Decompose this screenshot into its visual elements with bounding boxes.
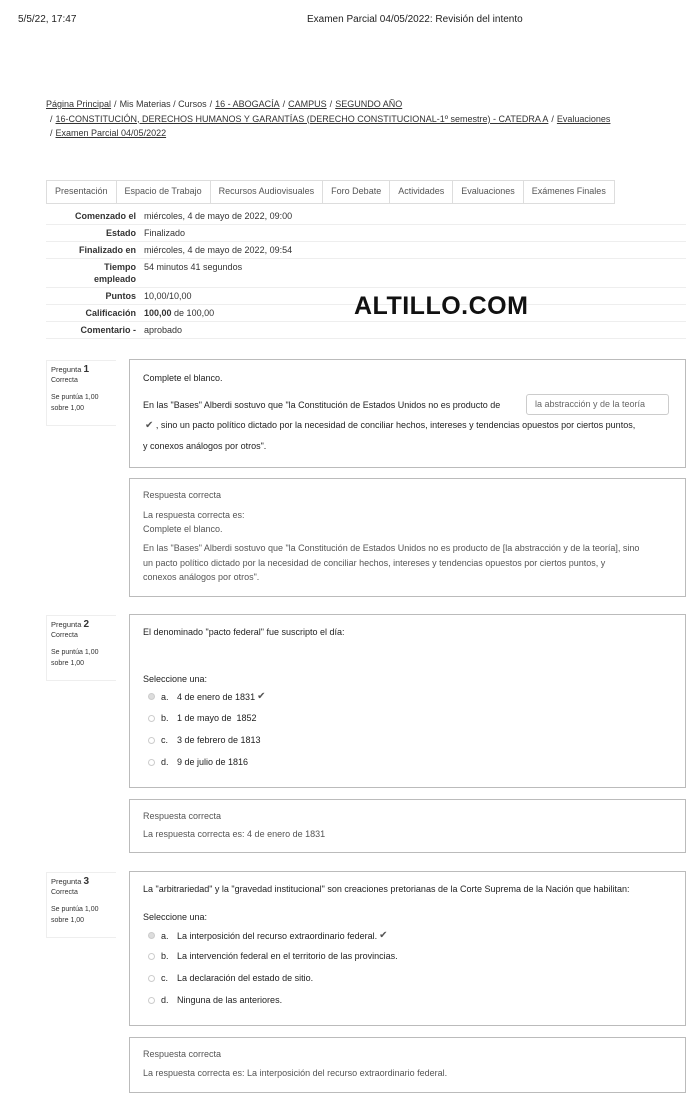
breadcrumb-exam[interactable]: Examen Parcial 04/05/2022	[55, 128, 167, 138]
question-text-line: y conexos análogos por otros".	[143, 441, 267, 451]
summary-value: miércoles, 4 de mayo de 2022, 09:00	[140, 208, 686, 225]
grade-total: de 100,00	[174, 308, 215, 318]
check-icon: ✔	[257, 691, 266, 702]
feedback-line: En las "Bases" Alberdi sostuvo que "la Constitución de Estados Unidos no es producto de [la abstracción y de la teoría], sino	[143, 543, 640, 553]
summary-label	[46, 259, 140, 288]
breadcrumb-course[interactable]: 16-CONSTITUCIÓN, DERECHOS HUMANOS Y GARANTÍAS (DERECHO CONSTITUCIONAL-1º semestre) - CATEDRA A	[55, 113, 549, 124]
feedback-line: La respuesta correcta es:	[143, 510, 245, 520]
summary-label: Comenzado el	[46, 208, 140, 225]
question-prompt: El denominado "pacto federal" fue suscripto el día:	[143, 627, 345, 637]
summary-value: 54 minutos 41 segundos	[140, 259, 686, 288]
question-score: Se puntúa 1,00	[51, 394, 99, 401]
breadcrumb-evaluaciones[interactable]: Evaluaciones	[556, 113, 611, 124]
radio[interactable]	[148, 953, 155, 960]
course-tabs	[46, 180, 615, 204]
question-prompt: La "arbitrariedad" y la "gravedad institucional" son creaciones pretorianas de la Corte Suprema de la Nación que habilitan:	[143, 884, 630, 894]
tab-examenes-finales[interactable]: Exámenes Finales	[531, 186, 606, 196]
print-datetime: 5/5/22, 17:47	[18, 14, 77, 25]
breadcrumb: Página Principal / Mis Materias / Cursos / 16 - ABOGACÍA / CAMPUS / SEGUNDO AÑO / 16-CONSTITUCIÓN, DERECHOS HUMANOS Y GARANTÍAS (DERECHO CONSTITUCIONAL-1º semestre) - CATEDRA A / Evaluaciones / Examen Parcial 04/05/2022	[46, 99, 611, 138]
option-text: La intervención federal en el territorio de las provincias.	[177, 951, 398, 961]
print-header	[0, 14, 700, 28]
summary-row-state	[46, 225, 686, 242]
summary-value: miércoles, 4 de mayo de 2022, 09:54	[140, 242, 686, 259]
summary-row-finished	[46, 242, 686, 259]
breadcrumb-year[interactable]: SEGUNDO AÑO	[335, 99, 403, 109]
option-letter: b.	[161, 713, 169, 723]
option-letter: c.	[161, 735, 169, 745]
question-info	[46, 872, 116, 938]
radio[interactable]	[148, 997, 155, 1004]
question-status: Correcta	[51, 889, 78, 896]
question-prompt: Complete el blanco.	[143, 373, 223, 383]
option-text: 9 de julio de 1816	[177, 757, 249, 767]
select-one-label: Seleccione una:	[143, 912, 208, 922]
tab-presentacion[interactable]: Presentación	[47, 181, 117, 203]
summary-label: Comentario -	[46, 322, 140, 339]
grade-value: 100,00	[144, 308, 172, 318]
option-letter: b.	[161, 951, 169, 961]
radio-selected[interactable]	[148, 693, 155, 700]
feedback-title: Respuesta correcta	[143, 490, 222, 500]
feedback-title: Respuesta correcta	[143, 1049, 222, 1059]
option-text: 3 de febrero de 1813	[177, 735, 261, 745]
option-letter: d.	[161, 757, 169, 767]
summary-label: Calificación	[46, 305, 140, 322]
option-text: La interposición del recurso extraordinario federal.	[177, 930, 378, 941]
radio-selected[interactable]	[148, 932, 155, 939]
feedback-title: Respuesta correcta	[143, 811, 222, 821]
tab-espacio-de-trabajo[interactable]: Espacio de Trabajo	[117, 181, 211, 203]
question-info	[46, 360, 116, 426]
answer-option[interactable]	[148, 995, 282, 1005]
answer-option[interactable]	[148, 757, 248, 767]
question-text: En las "Bases" Alberdi sostuvo que "la Constitución de Estados Unidos no es producto de	[143, 400, 501, 410]
question-box	[129, 359, 686, 468]
radio[interactable]	[148, 737, 155, 744]
check-icon: ✔	[379, 930, 388, 941]
question-word: Pregunta	[51, 877, 82, 886]
feedback-box	[129, 478, 686, 597]
option-text: La declaración del estado de sitio.	[177, 973, 314, 983]
question-info	[46, 615, 116, 681]
feedback-line: La respuesta correcta es: La interposición del recurso extraordinario federal.	[143, 1068, 448, 1078]
question-score-max: sobre 1,00	[51, 405, 85, 412]
breadcrumb-abogacia[interactable]: 16 - ABOGACÍA	[215, 99, 280, 109]
question-score-max: sobre 1,00	[51, 660, 85, 667]
question-score-max: sobre 1,00	[51, 917, 85, 924]
question-score: Se puntúa 1,00	[51, 906, 99, 913]
summary-value: 10,00/10,00	[140, 288, 686, 305]
question-status: Correcta	[51, 377, 78, 384]
question-number	[51, 876, 112, 887]
question-word: Pregunta	[51, 620, 82, 629]
answer-option[interactable]	[148, 713, 257, 723]
option-text: 4 de enero de 1831	[177, 691, 256, 702]
watermark: ALTILLO.COM	[354, 292, 529, 320]
question-score: Se puntúa 1,00	[51, 649, 99, 656]
radio[interactable]	[148, 715, 155, 722]
summary-label: Estado	[46, 225, 140, 242]
option-letter: a.	[161, 930, 169, 941]
question-number	[51, 364, 112, 375]
select-one-label: Seleccione una:	[143, 674, 208, 684]
feedback-box	[129, 1037, 686, 1093]
question-text-continued	[143, 418, 635, 433]
breadcrumb-my-courses: Mis Materias / Cursos	[119, 99, 207, 109]
summary-label: Finalizado en	[46, 242, 140, 259]
question-number	[51, 619, 112, 630]
tab-foro-debate[interactable]: Foro Debate	[323, 181, 390, 203]
radio[interactable]	[148, 975, 155, 982]
blank-answer-field[interactable]: la abstracción y de la teoría	[526, 394, 669, 415]
print-title: Examen Parcial 04/05/2022: Revisión del intento	[307, 14, 523, 25]
answer-option[interactable]	[148, 735, 261, 745]
feedback-line: Complete el blanco.	[143, 524, 223, 534]
option-letter: d.	[161, 995, 169, 1005]
breadcrumb-home[interactable]: Página Principal	[46, 99, 112, 109]
summary-value: aprobado	[140, 322, 686, 339]
question-number-value: 3	[83, 876, 90, 887]
summary-row-started	[46, 208, 686, 225]
tab-recursos-audiovisuales[interactable]: Recursos Audiovisuales	[211, 181, 324, 203]
summary-label: Puntos	[46, 288, 140, 305]
answer-option[interactable]	[148, 973, 313, 983]
question-number-value: 2	[83, 619, 90, 630]
feedback-box	[129, 799, 686, 853]
tab-actividades[interactable]: Actividades	[390, 181, 453, 203]
summary-value: Finalizado	[140, 225, 686, 242]
check-icon: ✔	[145, 420, 154, 431]
question-box	[129, 614, 686, 788]
question-number-value: 1	[83, 364, 90, 375]
question-word: Pregunta	[51, 365, 82, 374]
answer-option[interactable]	[148, 691, 265, 702]
question-box	[129, 871, 686, 1026]
summary-row-comment	[46, 322, 686, 339]
option-letter: c.	[161, 973, 169, 983]
summary-label-line: Tiempo	[104, 262, 136, 272]
option-letter: a.	[161, 691, 169, 702]
breadcrumb-campus[interactable]: CAMPUS	[288, 99, 327, 109]
answer-option[interactable]	[148, 930, 388, 941]
answer-option[interactable]	[148, 951, 398, 961]
option-text: 1 de mayo de 1852	[177, 713, 257, 723]
feedback-line: conexos análogos por otros".	[143, 572, 260, 582]
feedback-line: La respuesta correcta es: 4 de enero de 1831	[143, 829, 326, 839]
radio[interactable]	[148, 759, 155, 766]
question-status: Correcta	[51, 632, 78, 639]
option-text: Ninguna de las anteriores.	[177, 995, 283, 1005]
question-text-line: , sino un pacto político dictado por la necesidad de conciliar hechos, intereses y tendencias opuestos por ciertos puntos,	[155, 420, 636, 430]
feedback-line: un pacto político dictado por la necesidad de conciliar hechos, intereses y tendencias opuestos por ciertos puntos, y	[143, 558, 606, 568]
summary-label-line: empleado	[93, 274, 136, 284]
summary-row-time	[46, 259, 686, 288]
tab-evaluaciones[interactable]: Evaluaciones	[453, 181, 524, 203]
